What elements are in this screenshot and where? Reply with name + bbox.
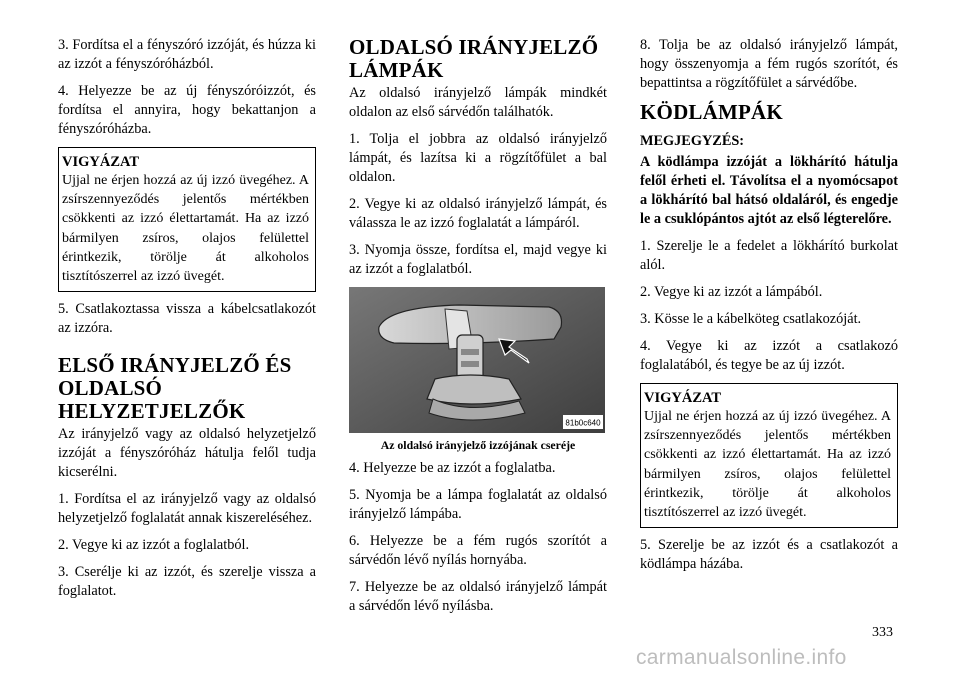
step-paragraph: 1. Fordítsa el az irányjelző vagy az oldalsó helyzetjelző foglalatát annak kiszereléséhez. (58, 491, 316, 527)
step-paragraph: 3. Cserélje ki az izzót, és szerelje vissza a foglalatot. (58, 564, 316, 600)
step-paragraph: 4. Vegye ki az izzót a csatlakozó foglalatából, és tegye be az új izzót. (640, 338, 898, 373)
step-paragraph: 5. Csatlakoztassa vissza a kábelcsatlakozót az izzóra. (58, 301, 316, 337)
side-marker-bulb-illustration (349, 287, 605, 433)
step-paragraph: 1. Tolja el jobbra az oldalsó irányjelző lámpát, és lazítsa ki a rögzítőfület a bal oldalon. (349, 131, 607, 185)
figure-code: 81b0c640 (565, 418, 601, 428)
warning-box (640, 383, 898, 528)
intro-paragraph: Az oldalsó irányjelző lámpák mindkét oldalon az első sárvédőn találhatók. (349, 85, 607, 120)
section-heading: KÖDLÁMPÁK (640, 100, 783, 124)
step-paragraph: 2. Vegye ki az izzót a lámpából. (640, 284, 823, 300)
step-paragraph: 4. Helyezze be az új fényszóróizzót, és fordítsa el annyira, hogy bekattanjon a fényszóróházba. (58, 83, 316, 137)
step-paragraph: 5. Szerelje be az izzót és a csatlakozót a ködlámpa házába. (640, 537, 898, 573)
column-left (58, 36, 316, 609)
note-title: MEGJEGYZÉS: (640, 133, 745, 149)
step-paragraph: 4. Helyezze be az izzót a foglalatba. (349, 460, 556, 476)
page-number: 333 (872, 625, 893, 640)
warning-body: Ujjal ne érjen hozzá az új izzó üvegéhez. A zsírszennyeződés jelentős mértékben csökkenti az izzó élettartamát. Ha az izzó bármilyen zsíros, olajos felülettel érintkezik, törölje át alkoholos tisztítószerrel az izzó üvegét. (62, 173, 309, 285)
column-middle (349, 36, 607, 624)
step-paragraph: 8. Tolja be az oldalsó irányjelző lámpát, hogy összenyomja a fém rugós szorítót, és bepattintsa a rögzítőfület a sárvédőbe. (640, 37, 898, 91)
warning-box (58, 147, 316, 292)
step-paragraph: 7. Helyezze be az oldalsó irányjelző lámpát a sárvédőn lévő nyílásba. (349, 579, 607, 614)
warning-title: VIGYÁZAT (62, 154, 140, 170)
step-paragraph: 3. Nyomja össze, fordítsa el, majd vegye ki az izzót a foglalatból. (349, 242, 607, 277)
step-paragraph: 1. Szerelje le a fedelet a lökhárító burkolat alól. (640, 238, 898, 273)
column-right (640, 36, 898, 582)
intro-paragraph: Az irányjelző vagy az oldalsó helyzetjelző izzóját a fényszóróház hátulja felől tudja kicserélni. (58, 426, 316, 481)
step-paragraph: 6. Helyezze be a fém rugós szorítót a sárvédőn lévő nyílás hornyába. (349, 533, 607, 568)
section-heading: ELSŐ IRÁNYJELZŐ ÉS OLDALSÓ HELYZETJELZŐK (58, 353, 292, 424)
figure-caption: Az oldalsó irányjelző izzójának cseréje (380, 438, 576, 452)
step-paragraph: 3. Kösse le a kábelköteg csatlakozóját. (640, 311, 862, 327)
watermark: carmanualsonline.info (636, 646, 847, 669)
warning-body: Ujjal ne érjen hozzá az új izzó üvegéhez. A zsírszennyeződés jelentős mértékben csökkenti az izzó élettartamát. Ha az izzó bármilyen zsíros, olajos felülettel érintkezik, törölje át alkoholos tisztítószerrel az izzó üvegét. (644, 409, 891, 521)
step-paragraph: 2. Vegye ki az izzót a foglalatból. (58, 537, 250, 554)
step-paragraph: 2. Vegye ki az oldalsó irányjelző lámpát, és válassza le az izzó foglalatát a lámpáról. (349, 196, 607, 231)
step-paragraph: 5. Nyomja be a lámpa foglalatát az oldalsó irányjelző lámpába. (349, 487, 607, 522)
note-body: A ködlámpa izzóját a lökhárító hátulja felől érheti el. Távolítsa el a nyomócsapot a lökhárító bal hátsó oldaláról, és engedje le a csuklópántos ajtót az első légterelőre. (640, 154, 898, 227)
bulb-replacement-figure (349, 287, 605, 433)
section-heading: OLDALSÓ IRÁNYJELZŐ LÁMPÁK (349, 35, 599, 82)
warning-title: VIGYÁZAT (644, 390, 722, 406)
step-paragraph: 3. Fordítsa el a fényszóró izzóját, és húzza ki az izzót a fényszóróházból. (58, 37, 316, 72)
